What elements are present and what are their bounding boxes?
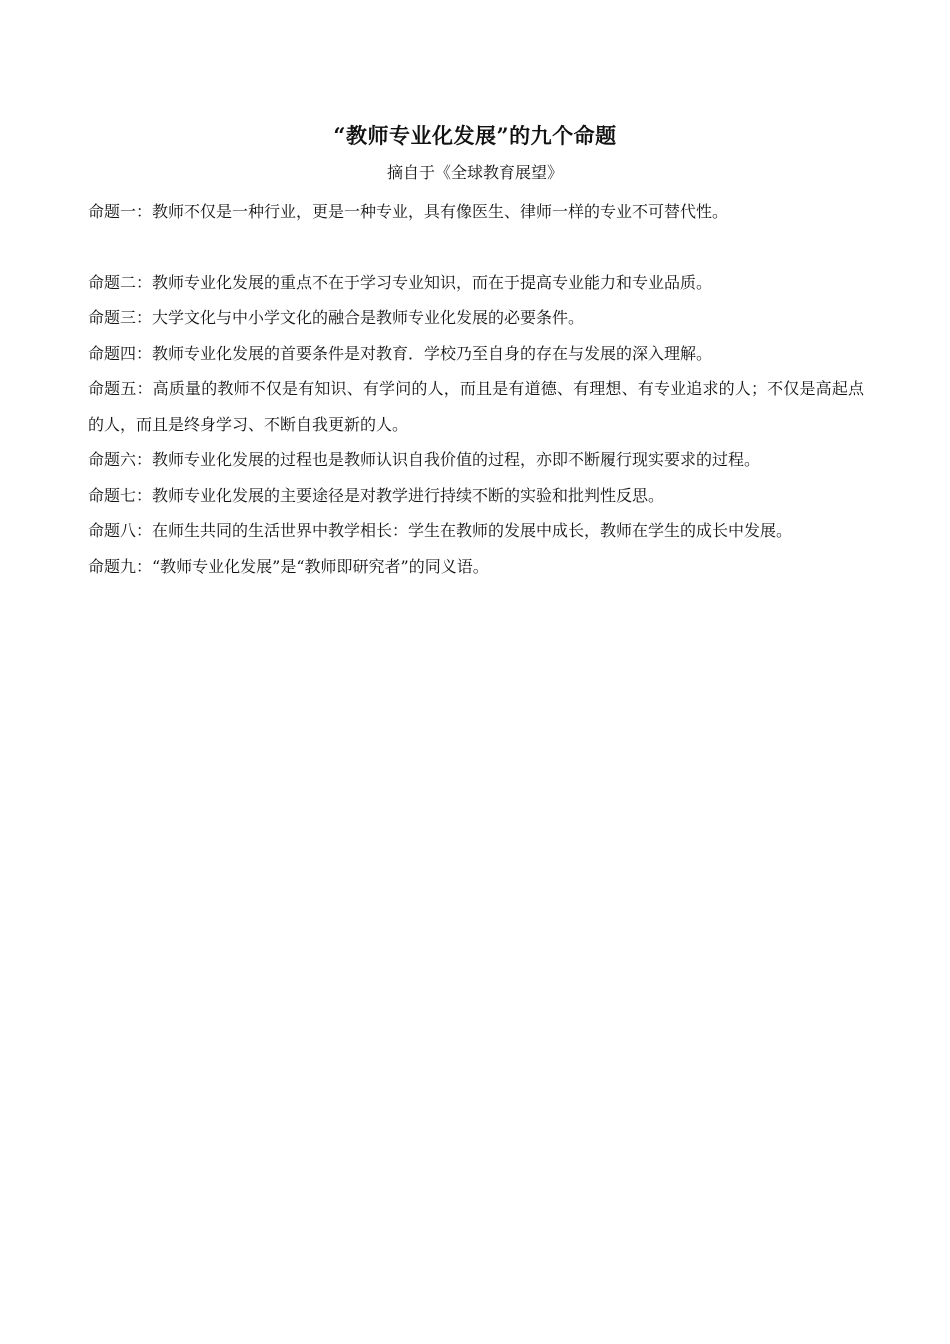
document-title: “教师专业化发展”的九个命题 bbox=[333, 123, 617, 148]
proposition-9: 命题九：“教师专业化发展”是“教师即研究者”的同义语。 bbox=[88, 556, 489, 576]
proposition-3: 命题三：大学文化与中小学文化的融合是教师专业化发展的必要条件。 bbox=[88, 308, 585, 327]
proposition-1: 命题一：教师不仅是一种行业，更是一种专业，具有像医生、律师一样的专业不可替代性。 bbox=[88, 202, 729, 221]
document-source: 摘自于《全球教育展望》 bbox=[386, 163, 563, 182]
proposition-5: 命题五：高质量的教师不仅是有知识、有学问的人，而且是有道德、有理想、有专业追求的人；不仅是高起点的人，而且是终身学习、不断自我更新的人。 bbox=[88, 379, 864, 434]
proposition-6: 命题六：教师专业化发展的过程也是教师认识自我价值的过程，亦即不断履行现实要求的过程。 bbox=[88, 450, 761, 469]
proposition-8: 命题八：在师生共同的生活世界中教学相长：学生在教师的发展中成长，教师在学生的成长中发展。 bbox=[88, 521, 793, 540]
proposition-2: 命题二：教师专业化发展的重点不在于学习专业知识，而在于提高专业能力和专业品质。 bbox=[88, 272, 713, 292]
proposition-7: 命题七：教师专业化发展的主要途径是对教学进行持续不断的实验和批判性反思。 bbox=[88, 485, 665, 505]
document-body bbox=[88, 194, 864, 584]
proposition-4: 命题四：教师专业化发展的首要条件是对教育．学校乃至自身的存在与发展的深入理解。 bbox=[88, 343, 713, 363]
